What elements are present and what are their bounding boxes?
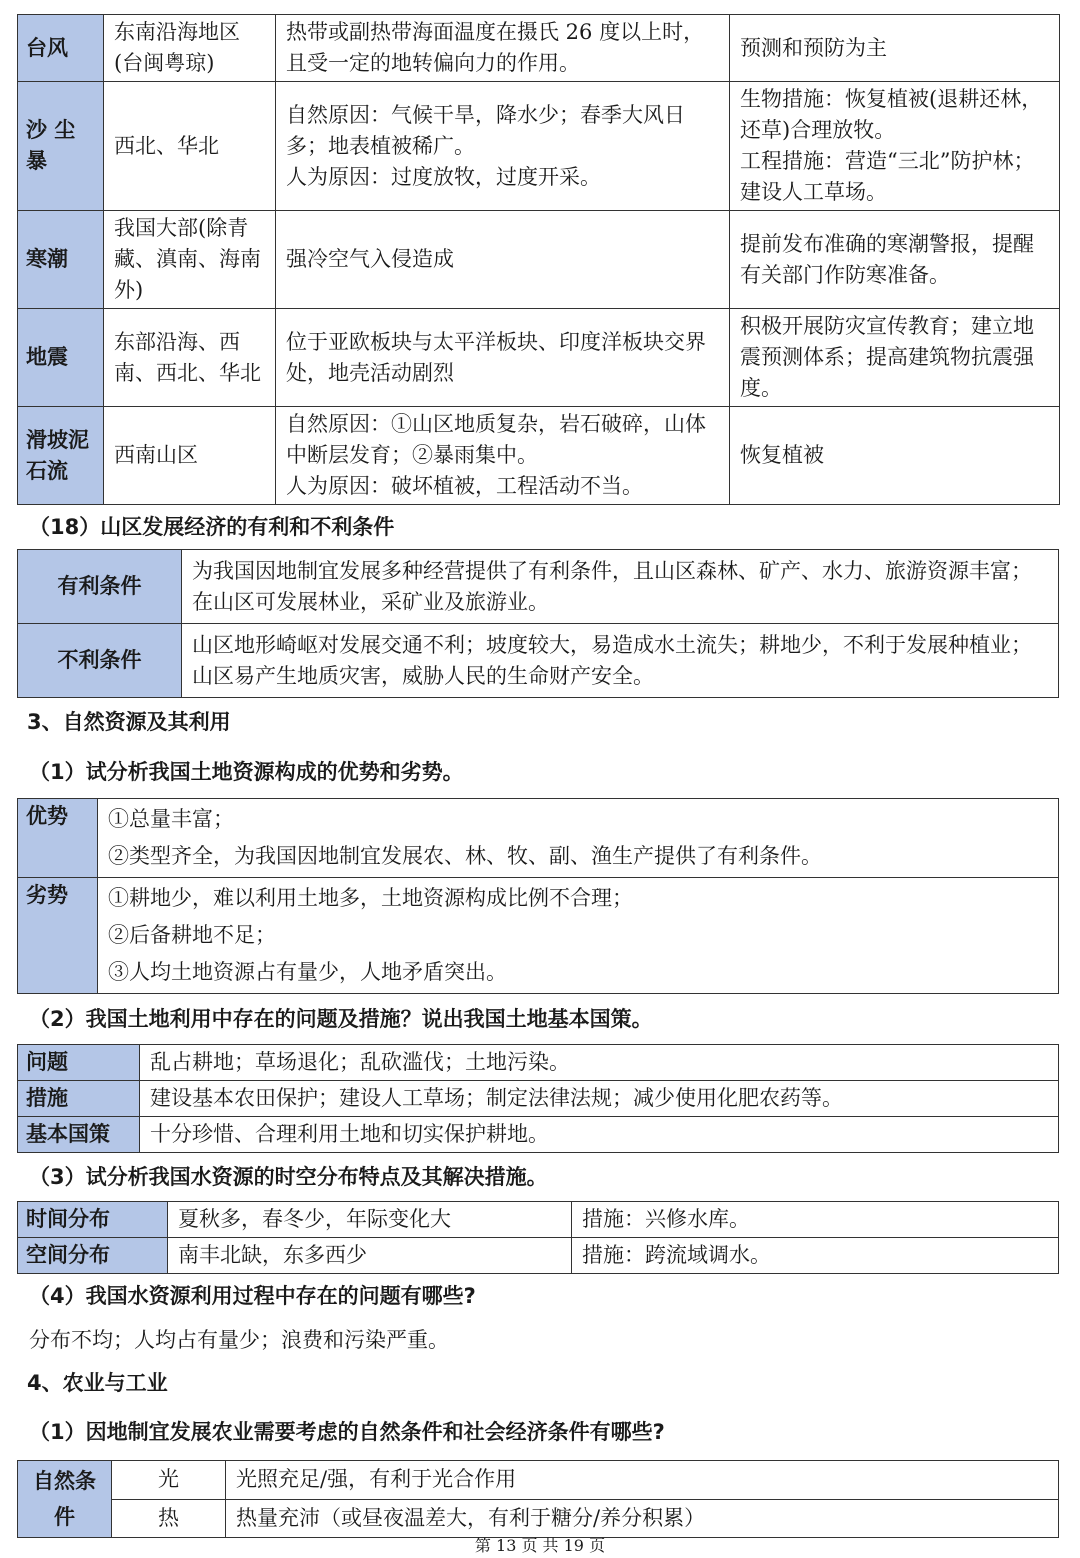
measure-line: 提前发布准确的寒潮警报，提醒有关部门作防寒准备。	[740, 231, 1034, 287]
problem-label: 问题	[18, 1045, 140, 1081]
section-3-2-heading: （2）我国土地利用中存在的问题及措施？说出我国土地基本国策。	[29, 1007, 653, 1031]
document-page	[17, 14, 1059, 1538]
cause-line: 自然原因：①山区地质复杂，岩石破碎，山体中断层发育；②暴雨集中。	[286, 412, 706, 467]
measure-line: 生物措施：恢复植被(退耕还林，还草)合理放牧。	[740, 87, 1043, 142]
disaster-measure	[730, 407, 1060, 505]
table-row	[18, 1461, 1059, 1500]
favorable-text: 为我国因地制宜发展多种经营提供了有利条件，且山区森林、矿产、水力、旅游资源丰富；在山区可发展林业，采矿业及旅游业。	[182, 550, 1059, 624]
cause-line: 位于亚欧板块与太平洋板块、印度洋板块交界处，地壳活动剧烈	[286, 329, 706, 385]
disadvantage-label: 劣势	[18, 878, 98, 994]
table-row	[18, 1045, 1059, 1081]
disaster-region: 东部沿海、西南、西北、华北	[104, 309, 276, 407]
cause-line: 自然原因：气候干旱，降水少；春季大风日多；地表植被稀广。	[286, 102, 685, 158]
natural-conditions-label: 自然条件	[18, 1461, 112, 1538]
disaster-measure	[730, 309, 1060, 407]
policy-label: 基本国策	[18, 1117, 140, 1153]
section-3-3-heading: （3）试分析我国水资源的时空分布特点及其解决措施。	[29, 1165, 548, 1189]
factor-light: 光	[112, 1461, 226, 1500]
time-distribution-measure: 措施：兴修水库。	[572, 1202, 1059, 1238]
table-row	[18, 82, 1060, 211]
section-4-heading: 4、农业与工业	[27, 1371, 168, 1395]
disaster-name: 沙 尘 暴	[18, 82, 104, 211]
agriculture-conditions-table	[17, 1460, 1059, 1538]
disaster-cause	[276, 15, 730, 82]
list-item: ①耕地少，难以利用土地多，土地资源构成比例不合理；	[108, 886, 633, 910]
disaster-measure	[730, 211, 1060, 309]
policy-text: 十分珍惜、合理利用土地和切实保护耕地。	[140, 1117, 1059, 1153]
disaster-name: 滑坡泥石流	[18, 407, 104, 505]
table-row	[18, 1499, 1059, 1538]
table-row	[18, 309, 1060, 407]
list-item: ①总量丰富；	[108, 807, 234, 831]
table-row	[18, 15, 1060, 82]
space-distribution-measure: 措施：跨流域调水。	[572, 1238, 1059, 1274]
cause-line: 热带或副热带海面温度在摄氏 26 度以上时，且受一定的地转偏向力的作用。	[286, 20, 705, 75]
table-row	[18, 1081, 1059, 1117]
time-distribution-label: 时间分布	[18, 1202, 168, 1238]
disaster-region: 我国大部(除青藏、滇南、海南外)	[104, 211, 276, 309]
table-row	[18, 1238, 1059, 1274]
disaster-measure	[730, 82, 1060, 211]
table-row	[18, 407, 1060, 505]
list-item: ②后备耕地不足；	[108, 923, 276, 947]
list-item: ②类型齐全，为我国因地制宜发展农、林、牧、副、渔生产提供了有利条件。	[108, 844, 822, 868]
section-3-1-heading: （1）试分析我国土地资源构成的优势和劣势。	[29, 760, 464, 784]
section-3-4-heading: （4）我国水资源利用过程中存在的问题有哪些?	[29, 1284, 476, 1308]
cause-line: 人为原因：过度放牧，过度开采。	[286, 164, 601, 189]
table-row	[18, 624, 1059, 698]
disaster-cause	[276, 82, 730, 211]
table-row	[18, 1117, 1059, 1153]
disaster-table	[17, 14, 1060, 505]
mountain-conditions-table	[17, 549, 1059, 698]
advantage-label: 优势	[18, 799, 98, 878]
water-distribution-table	[17, 1201, 1059, 1274]
land-resources-table	[17, 798, 1059, 994]
measure-line: 积极开展防灾宣传教育；建立地震预测体系；提高建筑物抗震强度。	[740, 314, 1034, 400]
land-policy-table	[17, 1044, 1059, 1153]
disaster-region: 西北、华北	[104, 82, 276, 211]
disaster-name: 寒潮	[18, 211, 104, 309]
unfavorable-text: 山区地形崎岖对发展交通不利；坡度较大，易造成水土流失；耕地少，不利于发展种植业；山区易产生地质灾害，威胁人民的生命财产安全。	[182, 624, 1059, 698]
space-distribution-feature: 南丰北缺，东多西少	[168, 1238, 572, 1274]
disaster-name: 台风	[18, 15, 104, 82]
table-row	[18, 550, 1059, 624]
unfavorable-label: 不利条件	[18, 624, 182, 698]
section-3-4-answer: 分布不均；人均占有量少；浪费和污染严重。	[29, 1328, 449, 1352]
disaster-region: 西南山区	[104, 407, 276, 505]
table-row	[18, 1202, 1059, 1238]
factor-heat-text: 热量充沛（或昼夜温差大，有利于糖分/养分积累）	[226, 1499, 1059, 1538]
list-item: ③人均土地资源占有量少，人地矛盾突出。	[108, 960, 507, 984]
section-4-1-heading: （1）因地制宜发展农业需要考虑的自然条件和社会经济条件有哪些?	[29, 1420, 665, 1444]
table-row	[18, 799, 1059, 878]
table-row	[18, 211, 1060, 309]
space-distribution-label: 空间分布	[18, 1238, 168, 1274]
section-3-heading: 3、自然资源及其利用	[27, 710, 231, 734]
factor-light-text: 光照充足/强，有利于光合作用	[226, 1461, 1059, 1500]
cause-line: 强冷空气入侵造成	[286, 247, 454, 271]
measure-line: 恢复植被	[740, 443, 824, 467]
disaster-cause	[276, 407, 730, 505]
disaster-region: 东南沿海地区(台闽粤琼)	[104, 15, 276, 82]
measure-text: 建设基本农田保护；建设人工草场；制定法律法规；减少使用化肥农药等。	[140, 1081, 1059, 1117]
disaster-cause	[276, 211, 730, 309]
section-18-heading: （18）山区发展经济的有利和不利条件	[29, 515, 395, 539]
page-footer: 第 13 页 共 19 页	[474, 1536, 606, 1555]
disaster-name: 地震	[18, 309, 104, 407]
factor-heat: 热	[112, 1499, 226, 1538]
table-row	[18, 878, 1059, 994]
measure-line: 工程措施：营造“三北”防护林；建设人工草场。	[740, 149, 1035, 204]
cause-line: 人为原因：破坏植被，工程活动不当。	[286, 474, 643, 498]
disadvantage-items	[98, 878, 1059, 994]
favorable-label: 有利条件	[18, 550, 182, 624]
measure-line: 预测和预防为主	[740, 35, 887, 60]
advantage-items	[98, 799, 1059, 878]
disaster-measure	[730, 15, 1060, 82]
disaster-cause	[276, 309, 730, 407]
problem-text: 乱占耕地；草场退化；乱砍滥伐；土地污染。	[140, 1045, 1059, 1081]
time-distribution-feature: 夏秋多，春冬少，年际变化大	[168, 1202, 572, 1238]
measure-label: 措施	[18, 1081, 140, 1117]
